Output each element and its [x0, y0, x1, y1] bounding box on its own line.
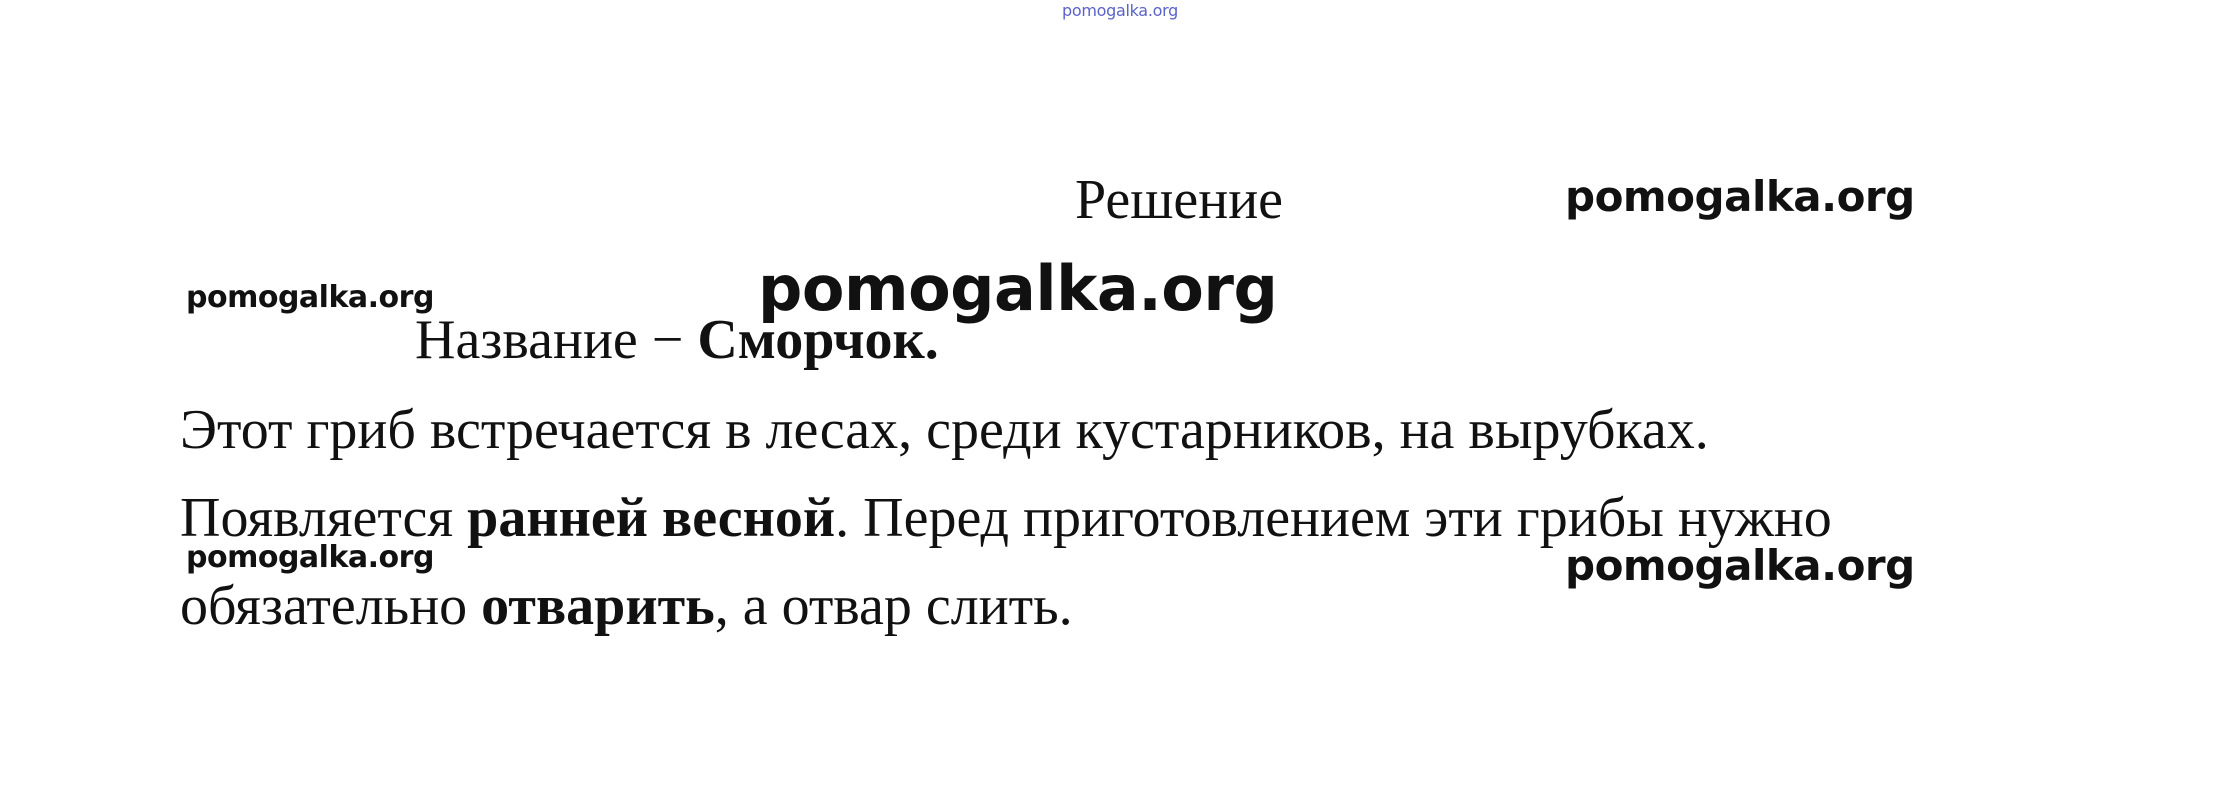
line2-text-end: . Перед приготовлением эти грибы нужно — [835, 487, 1832, 549]
watermark-left-lower: pomogalka.org — [186, 540, 434, 575]
watermark-top: pomogalka.org — [1062, 1, 1178, 20]
watermark-left-upper: pomogalka.org — [186, 280, 434, 315]
watermark-right-bottom: pomogalka.org — [1565, 541, 1915, 590]
title-prefix: Название − — [415, 309, 698, 371]
line3-text-end: , а отвар слить. — [714, 575, 1073, 637]
line3-emphasis-boil: отварить — [481, 575, 715, 637]
paragraph-line-3 — [180, 575, 1073, 637]
paragraph-line-2 — [180, 487, 1832, 549]
line3-text-start: обязательно — [180, 575, 482, 637]
mushroom-name: Сморчок. — [697, 309, 939, 371]
line2-text-start: Появляется — [180, 487, 468, 549]
solution-heading: Решение — [1075, 169, 1284, 231]
watermark-right-top: pomogalka.org — [1565, 172, 1915, 221]
paragraph-line-1: Этот гриб встречается в лесах, среди кустарников, на вырубках. — [180, 399, 1709, 461]
watermark-center-large: pomogalka.org — [758, 252, 1278, 325]
line2-emphasis-season: ранней весной — [467, 487, 836, 549]
